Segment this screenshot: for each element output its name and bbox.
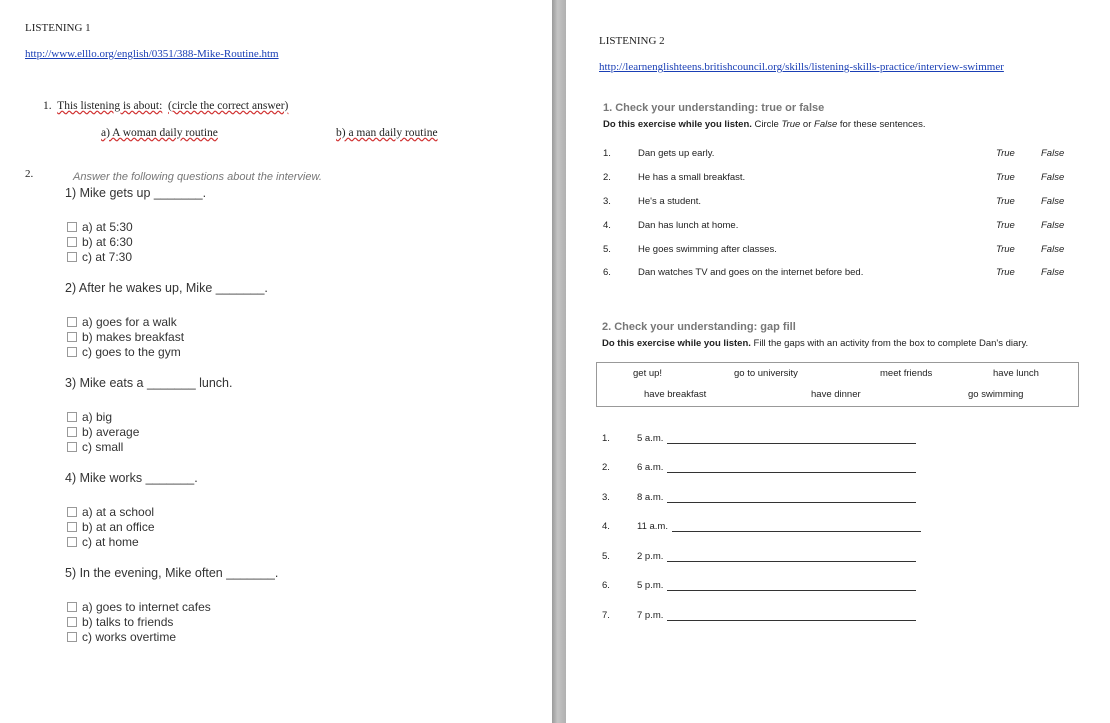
answer-line[interactable] <box>667 502 916 503</box>
true-choice[interactable]: True <box>996 267 1015 278</box>
ex2-heading: 2. Check your understanding: gap fill <box>602 321 796 333</box>
word-box <box>596 362 1079 407</box>
answer-line[interactable] <box>667 472 916 473</box>
q5-a[interactable]: a) goes to internet cafes <box>67 600 211 614</box>
ex1-instruction: Do this exercise while you listen. Circle True or False for these sentences. <box>603 119 926 130</box>
word-item: have lunch <box>993 368 1039 379</box>
checkbox[interactable] <box>67 427 77 437</box>
question-4: 4) Mike works _______. <box>65 471 198 485</box>
false-choice[interactable]: False <box>1041 220 1065 231</box>
checkbox[interactable] <box>67 632 77 642</box>
checkbox[interactable] <box>67 332 77 342</box>
true-choice[interactable]: True <box>996 220 1015 231</box>
answer-line[interactable] <box>667 590 916 591</box>
checkbox[interactable] <box>67 317 77 327</box>
q1-option-b: b) a man daily routine <box>336 127 438 139</box>
checkbox[interactable] <box>67 507 77 517</box>
q1-number: 1. <box>43 100 52 112</box>
true-choice[interactable]: True <box>996 172 1015 183</box>
true-choice[interactable]: True <box>996 148 1015 159</box>
listening-1-url[interactable]: http://www.elllo.org/english/0351/388-Mike-Routine.htm <box>25 48 279 60</box>
answer-line[interactable] <box>672 531 921 532</box>
q1-option-a: a) A woman daily routine <box>101 127 218 139</box>
false-choice[interactable]: False <box>1041 148 1065 159</box>
answer-line[interactable] <box>667 620 916 621</box>
q1-paren: (circle the correct answer) <box>168 100 289 112</box>
page-gutter <box>552 0 566 723</box>
q3-a[interactable]: a) big <box>67 410 112 424</box>
q3-b[interactable]: b) average <box>67 425 139 439</box>
checkbox[interactable] <box>67 222 77 232</box>
checkbox[interactable] <box>67 347 77 357</box>
question-3: 3) Mike eats a _______ lunch. <box>65 376 233 390</box>
q1-c[interactable]: c) at 7:30 <box>67 250 132 264</box>
word-item: have breakfast <box>644 389 707 400</box>
checkbox[interactable] <box>67 252 77 262</box>
checkbox[interactable] <box>67 617 77 627</box>
word-item: get up! <box>633 368 663 379</box>
word-item: go swimming <box>968 389 1024 400</box>
listening-2-title: LISTENING 2 <box>599 35 665 47</box>
question-1: 1) Mike gets up _______. <box>65 186 207 200</box>
q5-b[interactable]: b) talks to friends <box>67 615 173 629</box>
true-choice[interactable]: True <box>996 196 1015 207</box>
q1-prefix: This listening is about: <box>57 100 163 112</box>
q2-number: 2. <box>25 168 34 180</box>
q2-instruction: Answer the following questions about the interview. <box>73 171 322 183</box>
listening-2-url[interactable]: http://learnenglishteens.britishcouncil.org/skills/listening-skills-practice/interview-swimmer <box>599 61 1004 73</box>
checkbox[interactable] <box>67 602 77 612</box>
q1-prompt <box>43 100 288 112</box>
false-choice[interactable]: False <box>1041 172 1065 183</box>
q2-b[interactable]: b) makes breakfast <box>67 330 184 344</box>
true-choice[interactable]: True <box>996 244 1015 255</box>
answer-line[interactable] <box>667 443 916 444</box>
q4-b[interactable]: b) at an office <box>67 520 155 534</box>
ex2-instruction: Do this exercise while you listen. Fill the gaps with an activity from the box to complete Dan's diary. <box>602 338 1029 349</box>
q5-c[interactable]: c) works overtime <box>67 630 176 644</box>
listening-1-title: LISTENING 1 <box>25 22 91 34</box>
q4-a[interactable]: a) at a school <box>67 505 154 519</box>
answer-line[interactable] <box>667 561 916 562</box>
false-choice[interactable]: False <box>1041 267 1065 278</box>
q2-a[interactable]: a) goes for a walk <box>67 315 177 329</box>
right-page: LISTENING 2 http://learnenglishteens.britishcouncil.org/skills/listening-skills-practice/interview-swimmer 1. Check your understanding: true or false Do this exercise while you listen. Circle True or False for these sentences. 1. Dan gets up early. True False 2. He has a small breakfast. True False 3. He's a student. True False 4. Dan has lunch at home. True False 5. He goes swimming after classes. True False 6. Dan watches TV and goes on the internet before bed. True False 2. Check your understanding: gap fill Do this exercise while you listen. Fill the gaps with an activity from the box to complete Dan's diary. get up! go to university meet friends have lunch have breakfast have dinner go swimming 1. 5 a.m. 2. 6 a.m. 3. 8 a.m. 4. 11 a.m. 5. 2 p.m. 6. 5 p.m. 7. 7 p.m. <box>566 0 1110 723</box>
ex1-heading: 1. Check your understanding: true or false <box>603 102 825 114</box>
checkbox[interactable] <box>67 522 77 532</box>
q3-c[interactable]: c) small <box>67 440 123 454</box>
word-item: have dinner <box>811 389 861 400</box>
false-choice[interactable]: False <box>1041 244 1065 255</box>
false-choice[interactable]: False <box>1041 196 1065 207</box>
question-2: 2) After he wakes up, Mike _______. <box>65 281 268 295</box>
checkbox[interactable] <box>67 412 77 422</box>
checkbox[interactable] <box>67 237 77 247</box>
checkbox[interactable] <box>67 442 77 452</box>
q2-c[interactable]: c) goes to the gym <box>67 345 181 359</box>
word-item: meet friends <box>880 368 933 379</box>
checkbox[interactable] <box>67 537 77 547</box>
q1-b[interactable]: b) at 6:30 <box>67 235 133 249</box>
q1-a[interactable]: a) at 5:30 <box>67 220 133 234</box>
question-5: 5) In the evening, Mike often _______. <box>65 566 279 580</box>
q4-c[interactable]: c) at home <box>67 535 139 549</box>
left-page <box>0 0 552 723</box>
word-item: go to university <box>734 368 798 379</box>
